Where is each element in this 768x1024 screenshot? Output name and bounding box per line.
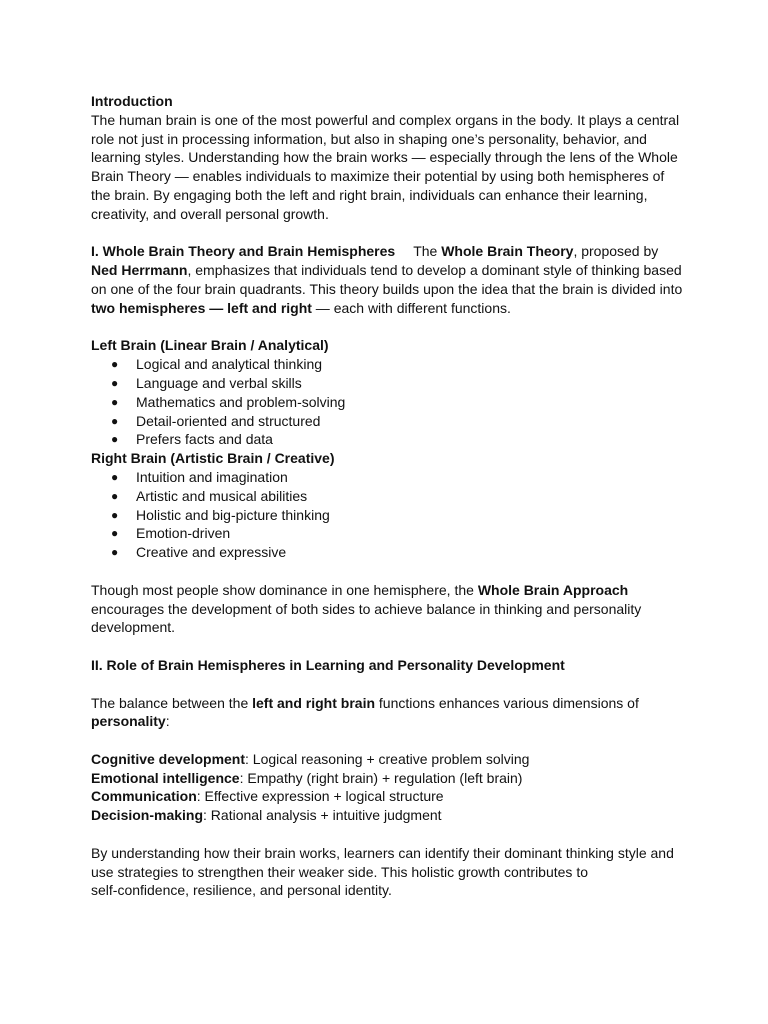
bullet-icon: ● — [111, 432, 119, 447]
section1-line-3: on one of the four brain quadrants. This theory builds upon the idea that the brain is divided into — [91, 280, 683, 297]
right-brain-heading: Right Brain (Artistic Brain / Creative) — [91, 450, 335, 467]
bullet-icon: ● — [111, 488, 119, 503]
dimension-item: Communication: Effective expression + logical structure — [91, 788, 444, 805]
section2-line-1: The balance between the left and right brain functions enhances various dimensions of — [91, 694, 639, 711]
conclusion-line: use strategies to strengthen their weaker side. This holistic growth contributes to — [91, 863, 588, 880]
dimension-item: Decision-making: Rational analysis + intuitive judgment — [91, 807, 442, 824]
section2-line-2: personality: — [91, 713, 170, 730]
intro-line: the brain. By engaging both the left and right brain, individuals can enhance their learning, — [91, 186, 648, 203]
list-item: ● Creative and expressive — [111, 544, 287, 561]
list-item: ● Emotion-driven — [111, 525, 231, 542]
dominance-line-1: Though most people show dominance in one hemisphere, the Whole Brain Approach — [91, 581, 629, 598]
section2-heading: II. Role of Brain Hemispheres in Learning and Personality Development — [91, 656, 565, 673]
section1-line-2: Ned Herrmann, emphasizes that individuals tend to develop a dominant style of thinking based — [91, 262, 682, 279]
list-item: ● Logical and analytical thinking — [111, 356, 323, 373]
bullet-icon: ● — [111, 413, 119, 428]
list-item: ● Intuition and imagination — [111, 468, 288, 485]
left-brain-list — [91, 355, 691, 449]
intro-heading: Introduction — [91, 93, 173, 109]
conclusion-line: self-confidence, resilience, and personal identity. — [91, 882, 392, 899]
document-page — [91, 92, 691, 900]
list-item: ● Prefers facts and data — [111, 431, 273, 448]
bullet-icon: ● — [111, 357, 119, 372]
list-item: ● Mathematics and problem-solving — [111, 393, 346, 410]
right-brain-list — [91, 468, 691, 562]
bullet-icon: ● — [111, 526, 119, 541]
list-item: ● Language and verbal skills — [111, 374, 302, 391]
left-brain-heading: Left Brain (Linear Brain / Analytical) — [91, 337, 329, 354]
section1-line-4: two hemispheres — left and right — each with different functions. — [91, 299, 511, 316]
list-item: ● Detail-oriented and structured — [111, 412, 321, 429]
dimension-item: Cognitive development: Logical reasoning + creative problem solving — [91, 750, 530, 767]
dominance-line-2: encourages the development of both sides to achieve balance in thinking and personality — [91, 600, 642, 617]
section1-heading: I. Whole Brain Theory and Brain Hemispheres — [91, 243, 396, 260]
bullet-icon: ● — [111, 545, 119, 560]
list-item: ● Artistic and musical abilities — [111, 487, 308, 504]
intro-line: learning styles. Understanding how the brain works — especially through the lens of the Whole — [91, 149, 678, 166]
bullet-icon: ● — [111, 375, 119, 390]
section1-line-1: I. Whole Brain Theory and Brain Hemispheres The Whole Brain Theory, proposed by — [91, 243, 659, 260]
intro-line: creativity, and overall personal growth. — [91, 205, 329, 222]
conclusion-line: By understanding how their brain works, learners can identify their dominant thinking style and — [91, 844, 674, 861]
dimension-item: Emotional intelligence: Empathy (right brain) + regulation (left brain) — [91, 769, 523, 786]
dominance-line-3: development. — [91, 619, 176, 636]
list-item: ● Holistic and big-picture thinking — [111, 506, 330, 523]
intro-line: The human brain is one of the most powerful and complex organs in the body. It plays a central — [91, 111, 680, 128]
bullet-icon: ● — [111, 469, 119, 484]
intro-line: Brain Theory — enables individuals to maximize their potential by using both hemispheres of — [91, 168, 665, 185]
bullet-icon: ● — [111, 507, 119, 522]
bullet-icon: ● — [111, 394, 119, 409]
intro-line: role not just in processing information, but also in shaping one’s personality, behavior, and — [91, 130, 647, 147]
